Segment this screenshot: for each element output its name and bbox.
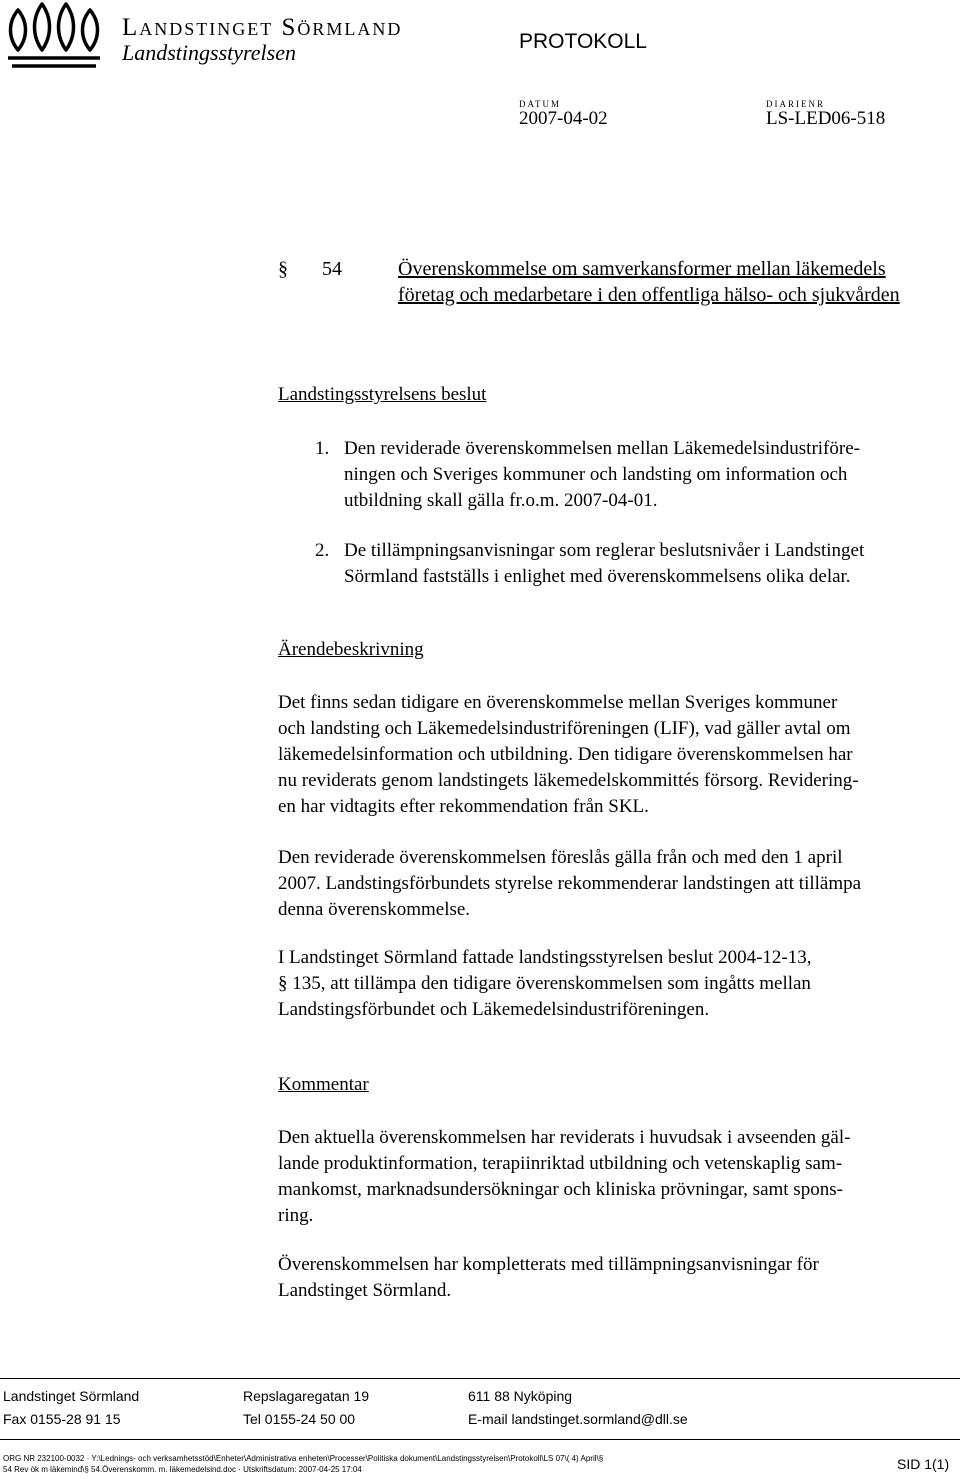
footer-street: Repslagaregatan 19 <box>243 1388 370 1404</box>
footer-file-path-line-1: ORG NR 232100-0032 · Y:\Lednings- och verksamhetsstöd\Enheter\Administrativa enheten\Processer\Politiska dokument\Landstingsstyrelsen\Protokoll\LS 07\( 4) April\§ <box>3 1454 604 1463</box>
date-label: DATUM <box>519 99 562 109</box>
description-paragraph-2: Den reviderade överenskommelsen föreslås gälla från och med den 1 april 2007. Landstingsförbundets styrelse rekommenderar landstingen att tillämpa denna överenskommelse. <box>278 847 862 920</box>
footer-divider <box>0 1378 960 1379</box>
item-title-line-2: företag och medarbetare i den offentliga hälso- och sjukvården <box>398 284 900 306</box>
footer-fax: Fax 0155-28 91 15 <box>3 1411 121 1427</box>
diarie-value: LS-LED06-518 <box>766 108 886 129</box>
date-value: 2007-04-02 <box>519 108 608 129</box>
footer-org: Landstinget Sörmland <box>3 1388 140 1404</box>
decision-point-2-text: De tillämpningsanvisningar som reglerar beslutsnivåer i Landstinget Sörmland fastställs i enlighet med överenskommelsens olika delar. <box>344 540 865 587</box>
document-type: PROTOKOLL <box>519 30 647 53</box>
footer-city: 611 88 Nyköping <box>468 1388 573 1404</box>
section-sign: § <box>278 258 288 280</box>
footer-email: E-mail landstinget.sormland@dll.se <box>468 1411 688 1427</box>
paragraph-number: 54 <box>322 258 342 280</box>
page-number: SID 1(1) <box>897 1456 950 1472</box>
footer-tel: Tel 0155-24 50 00 <box>243 1411 356 1427</box>
description-paragraph-1: Det finns sedan tidigare en överenskommelse mellan Sveriges kommuner och landsting och Läkemedelsindustriföreningen (LIF), vad gäller avtal om läkemedelsinformation och utbildning. Den tidigare överenskommelsen har nu reviderats genom landstingets läkemedelskommittés försorg. Revidering- en har vidtagits efter rekommendation från SKL. <box>278 692 859 817</box>
description-paragraph-3: I Landstinget Sörmland fattade landstingsstyrelsen beslut 2004-12-13, § 135, att tillämpa den tidigare överenskommelsen som ingåtts mellan Landstingsförbundet och Läkemedelsindustriföreningen. <box>278 947 812 1020</box>
item-title-line-1: Överenskommelse om samverkansformer mellan läkemedels <box>398 258 886 280</box>
comment-paragraph-1: Den aktuella överenskommelsen har reviderats i huvudsak i avseenden gäl- lande produktinformation, terapiinriktad utbildning och vetenskaplig sam- mankomst, marknadsundersökningar och kliniska prövningar, samt spons- ring. <box>278 1127 851 1226</box>
decision-point-1-text: Den reviderade överenskommelsen mellan Läkemedelsindustriföre- ningen och Sveriges kommuner och landsting om information och utbildning skall gälla fr.o.m. 2007-04-01. <box>344 438 860 511</box>
organization-subtitle: Landstingsstyrelsen <box>122 40 296 65</box>
decision-point-1-number: 1. <box>315 438 330 459</box>
landstinget-logo-icon <box>4 2 104 70</box>
organization-name: Landstinget Sörmland <box>122 14 403 41</box>
comment-paragraph-2: Överenskommelsen har kompletterats med tillämpningsanvisningar för Landstinget Sörmland. <box>278 1254 819 1301</box>
diarie-label: DIARIENR <box>766 99 825 109</box>
decision-point-2-number: 2. <box>315 540 330 561</box>
description-heading: Ärendebeskrivning <box>278 639 424 660</box>
footer-file-path-line-2: 54 Rev ök m läkemind\§ 54.Överenskomm. m. läkemedelsind.doc · Utskriftsdatum: 2007-04-25 17:04 <box>3 1465 362 1474</box>
comment-heading: Kommentar <box>278 1074 369 1095</box>
footer-divider-2 <box>0 1439 960 1440</box>
decision-heading: Landstingsstyrelsens beslut <box>278 384 487 405</box>
